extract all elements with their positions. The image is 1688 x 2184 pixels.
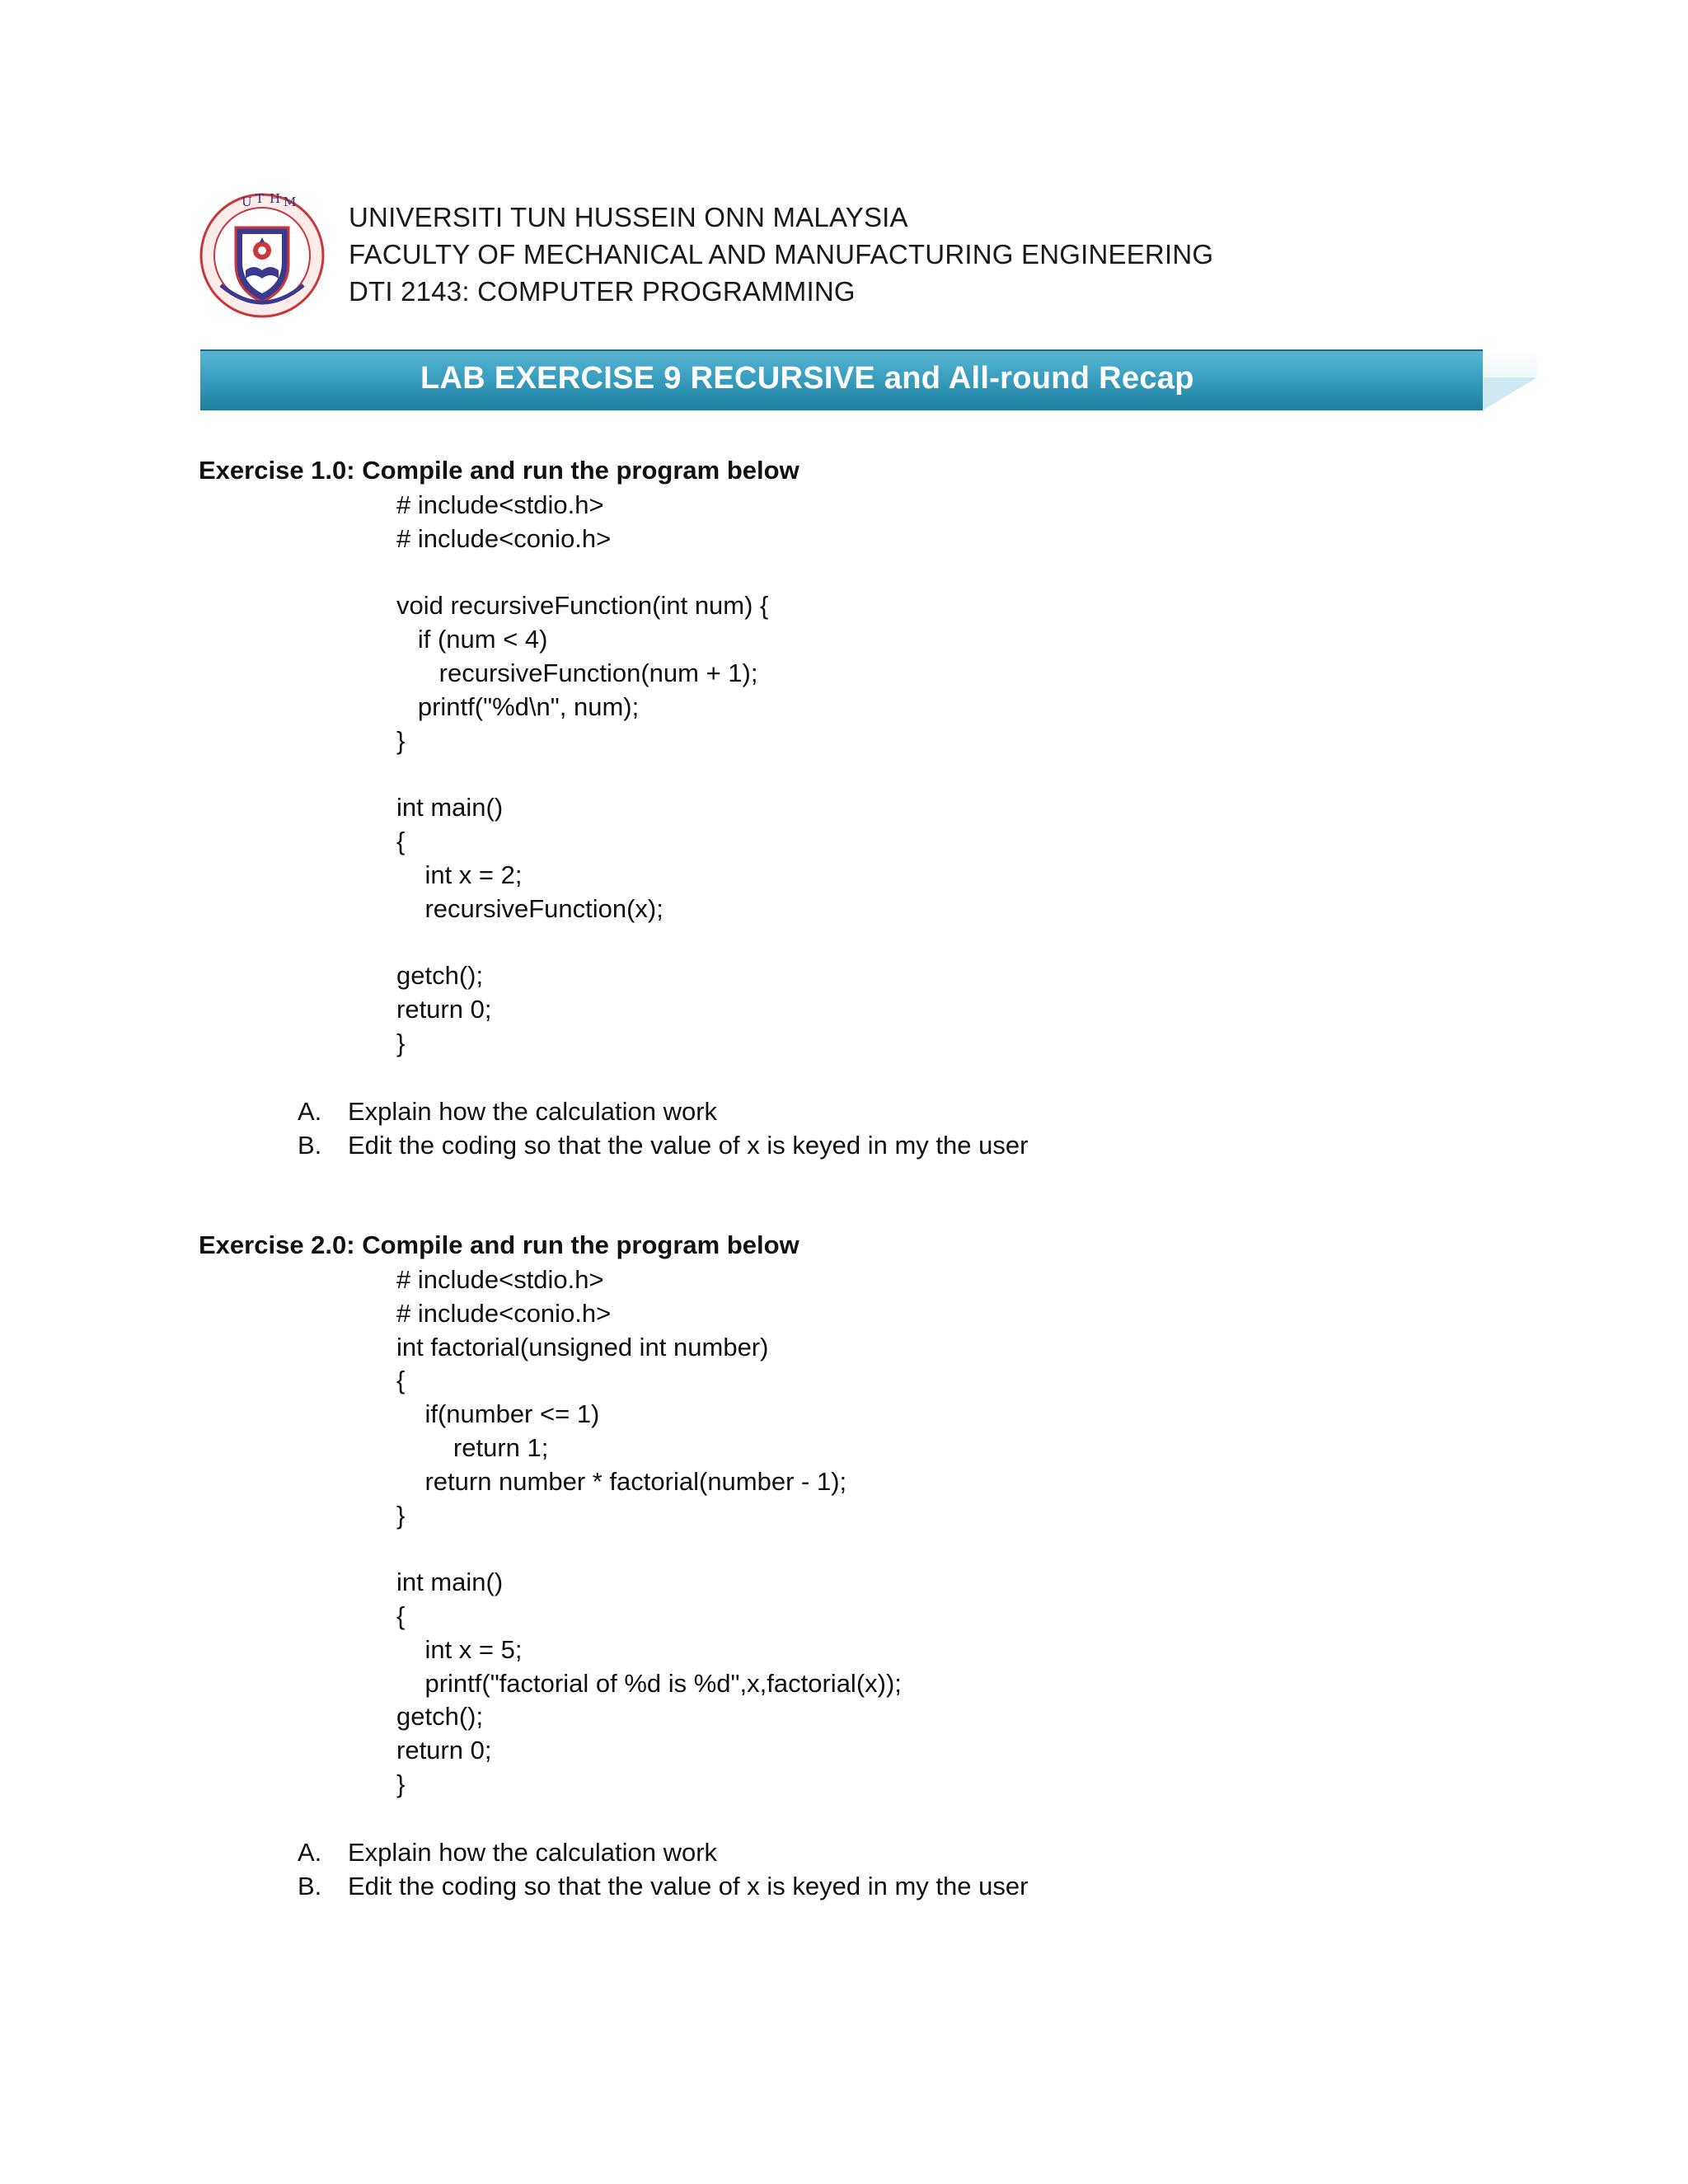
code-line: } bbox=[396, 1500, 406, 1530]
code-line: { bbox=[396, 1601, 406, 1630]
exercise-1-heading: Exercise 1.0: Compile and run the program below bbox=[199, 456, 799, 485]
code-line: { bbox=[396, 1366, 406, 1395]
university-name: UNIVERSITI TUN HUSSEIN ONN MALAYSIA bbox=[349, 202, 908, 232]
faculty-name: FACULTY OF MECHANICAL AND MANUFACTURING ENGINEERING bbox=[349, 239, 1214, 269]
lab-title: LAB EXERCISE 9 RECURSIVE and All-round Recap bbox=[420, 361, 1194, 396]
code-line: int main() bbox=[396, 793, 504, 823]
course-name: DTI 2143: COMPUTER PROGRAMMING bbox=[349, 276, 856, 307]
code-line: { bbox=[396, 826, 406, 855]
code-line: int main() bbox=[396, 1568, 504, 1597]
banner-tail-top bbox=[1483, 349, 1537, 377]
question-text: Explain how the calculation work bbox=[348, 1838, 718, 1867]
code-line: if (num < 4) bbox=[396, 625, 548, 654]
code-line bbox=[396, 926, 768, 959]
code-line bbox=[396, 757, 768, 791]
exercise-1-code bbox=[396, 489, 768, 1061]
code-line: getch(); bbox=[396, 961, 484, 991]
code-line: int x = 2; bbox=[396, 860, 523, 889]
question-text: Explain how the calculation work bbox=[348, 1097, 718, 1126]
svg-text:H: H bbox=[270, 191, 281, 206]
question-letter: A. bbox=[298, 1838, 322, 1867]
banner-tail-arrow bbox=[1483, 377, 1537, 410]
svg-text:U: U bbox=[241, 194, 252, 209]
code-line: void recursiveFunction(int num) { bbox=[396, 591, 769, 621]
code-line bbox=[396, 1532, 902, 1566]
code-line: if(number <= 1) bbox=[396, 1399, 600, 1429]
code-line: printf("factorial of %d is %d",x,factorial(x)); bbox=[396, 1668, 902, 1698]
question-text: Edit the coding so that the value of x is keyed in my the user bbox=[348, 1131, 1029, 1160]
code-line: return 1; bbox=[396, 1432, 549, 1462]
question-letter: B. bbox=[298, 1131, 322, 1160]
code-line: recursiveFunction(x); bbox=[396, 893, 663, 923]
question-text: Edit the coding so that the value of x is keyed in my the user bbox=[348, 1872, 1029, 1900]
svg-text:T: T bbox=[256, 191, 265, 206]
code-line: int x = 5; bbox=[396, 1634, 523, 1664]
code-line: printf("%d\n", num); bbox=[396, 691, 640, 721]
uthm-crest-logo-icon bbox=[196, 188, 328, 325]
code-line: return 0; bbox=[396, 1736, 492, 1765]
exercise-2-code bbox=[396, 1263, 902, 1802]
question-letter: B. bbox=[298, 1872, 322, 1900]
code-line: } bbox=[396, 1028, 406, 1057]
code-line: } bbox=[396, 725, 406, 755]
code-line: return 0; bbox=[396, 994, 492, 1024]
code-line: int factorial(unsigned int number) bbox=[396, 1332, 769, 1361]
code-line: # include<conio.h> bbox=[396, 1298, 612, 1328]
code-line: return number * factorial(number - 1); bbox=[396, 1466, 847, 1496]
code-line: # include<conio.h> bbox=[396, 523, 612, 553]
code-line: } bbox=[396, 1769, 406, 1798]
code-line: # include<stdio.h> bbox=[396, 490, 604, 519]
question-letter: A. bbox=[298, 1097, 322, 1126]
svg-text:M: M bbox=[284, 194, 297, 209]
code-line: recursiveFunction(num + 1); bbox=[396, 658, 758, 687]
institution-header bbox=[349, 199, 1213, 310]
code-line: getch(); bbox=[396, 1702, 484, 1732]
exercise-2-heading: Exercise 2.0: Compile and run the program below bbox=[199, 1230, 799, 1259]
code-line: # include<stdio.h> bbox=[396, 1265, 604, 1294]
code-line bbox=[396, 556, 768, 590]
